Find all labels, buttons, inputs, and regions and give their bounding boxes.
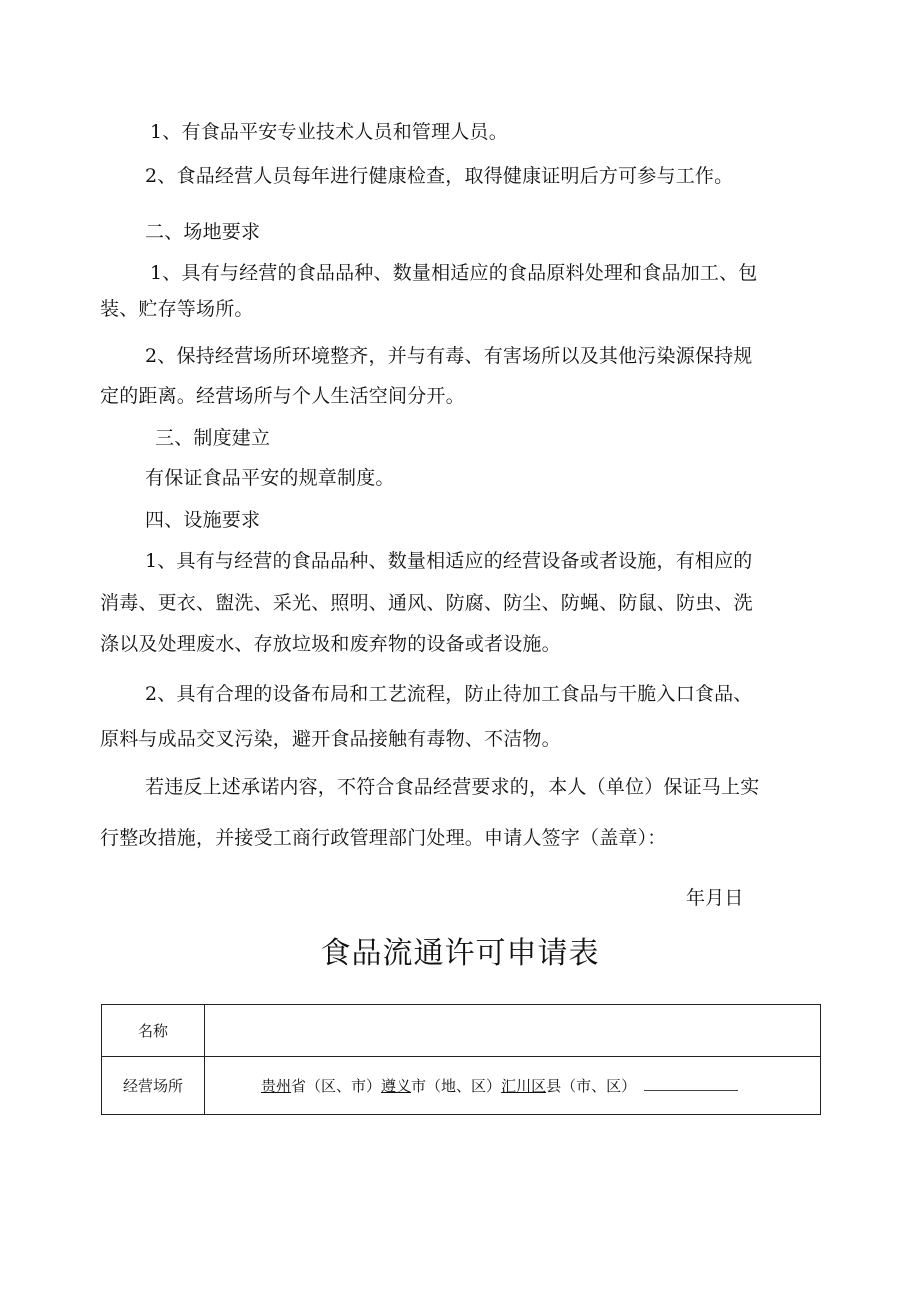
requirement-facilities-1-line3: 涤以及处理废水、存放垃圾和废弃物的设备或者设施。	[100, 633, 561, 655]
name-field[interactable]	[205, 1005, 821, 1057]
requirement-personnel-1: 1、有食品平安专业技术人员和管理人员。	[150, 121, 508, 143]
district-value: 汇川区	[501, 1077, 547, 1095]
requirement-facilities-2-line2: 原料与成品交叉污染，避开食品接触有毒物、不洁物。	[100, 728, 561, 750]
requirement-personnel-2: 2、食品经营人员每年进行健康检查，取得健康证明后方可参与工作。	[145, 165, 734, 187]
city-suffix: 市（地、区）	[411, 1077, 502, 1095]
requirement-system: 有保证食品平安的规章制度。	[145, 467, 395, 489]
date-line: 年月日	[686, 887, 744, 909]
province-value: 贵州	[261, 1077, 292, 1095]
requirement-facilities-1-line2: 消毒、更衣、盥洗、采光、照明、通风、防腐、防尘、防蝇、防鼠、防虫、洗	[100, 592, 753, 614]
requirement-facilities-2-line1: 2、具有合理的设备布局和工艺流程，防止待加工食品与干脆入口食品、	[145, 683, 753, 705]
address-detail-blank[interactable]	[644, 1076, 738, 1091]
premises-address-field[interactable]	[205, 1057, 821, 1115]
requirement-facilities-1-line1: 1、具有与经营的食品品种、数量相适应的经营设备或者设施，有相应的	[145, 550, 753, 572]
requirement-site-1-line2: 装、贮存等场所。	[100, 298, 254, 320]
name-label: 名称	[102, 1005, 205, 1057]
commitment-line1: 若违反上述承诺内容，不符合食品经营要求的，本人（单位）保证马上实	[145, 776, 760, 798]
form-row-name	[102, 1005, 821, 1057]
premises-label: 经营场所	[102, 1057, 205, 1115]
section-heading-site: 二、场地要求	[145, 221, 261, 243]
form-row-premises	[102, 1057, 821, 1115]
form-title: 食品流通许可申请表	[320, 936, 600, 971]
application-form-table	[101, 1004, 821, 1115]
requirement-site-2-line2: 定的距离。经营场所与个人生活空间分开。	[100, 385, 465, 407]
section-heading-system: 三、制度建立	[155, 427, 271, 449]
province-suffix: 省（区、市）	[291, 1077, 382, 1095]
section-heading-facilities: 四、设施要求	[145, 509, 261, 531]
requirement-site-1-line1: 1、具有与经营的食品品种、数量相适应的食品原料处理和食品加工、包	[150, 262, 758, 284]
district-suffix: 县（市、区）	[546, 1077, 637, 1095]
commitment-line2: 行整改措施，并接受工商行政管理部门处理。申请人签字（盖章）：	[100, 827, 667, 849]
city-value: 遵义	[381, 1077, 412, 1095]
requirement-site-2-line1: 2、保持经营场所环境整齐，并与有毒、有害场所以及其他污染源保持规	[145, 345, 753, 367]
